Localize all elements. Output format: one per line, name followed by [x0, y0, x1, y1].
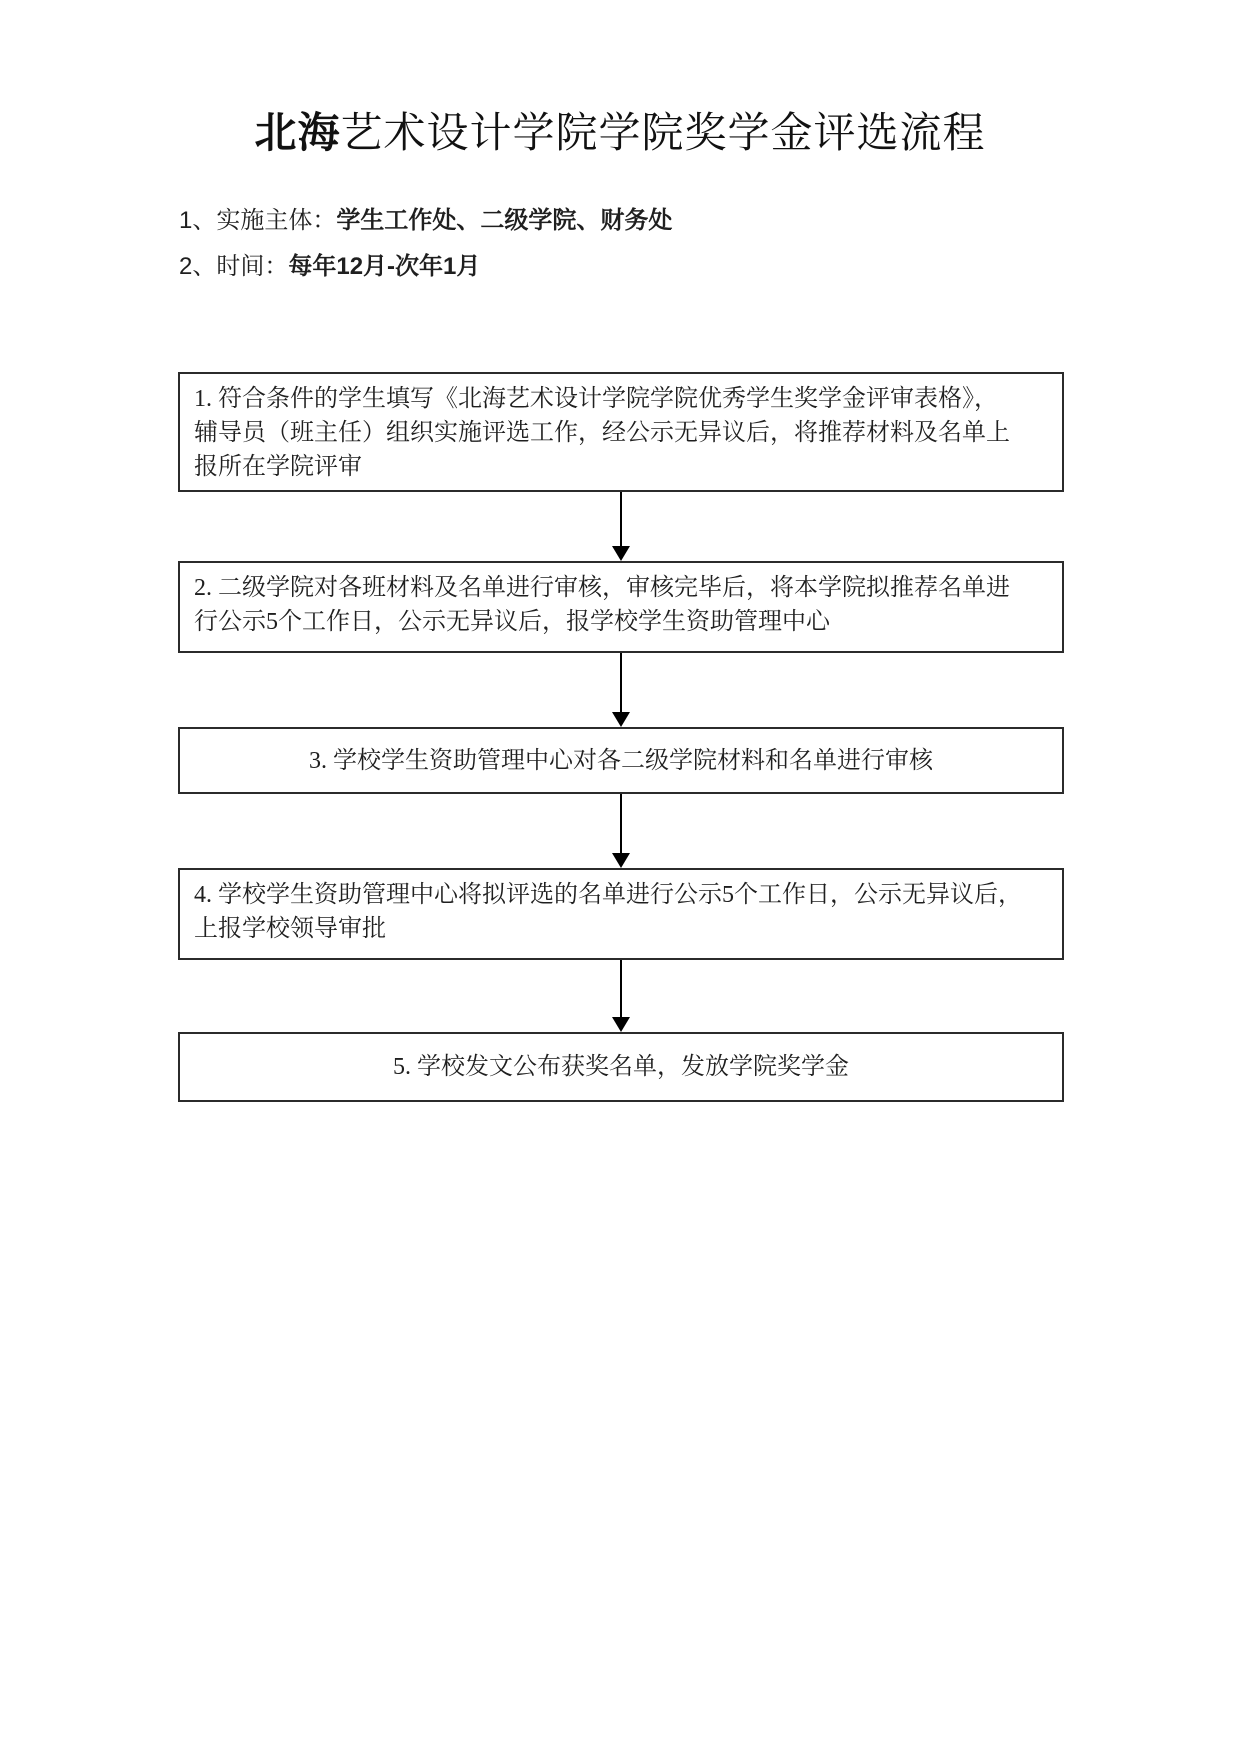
down-arrow-icon: [178, 794, 1064, 868]
arrow-head: [612, 712, 630, 727]
flow-step-box-1: [178, 372, 1064, 492]
flow-step-box-4: [178, 868, 1064, 960]
flow-step-4-line-2: 上报学校领导审批: [194, 916, 386, 942]
arrow-shaft: [620, 960, 622, 1017]
intro-item-label: 2、时间：: [179, 253, 289, 280]
flow-step-1-line-3: 报所在学院评审: [194, 454, 362, 480]
flow-step-box-2: [178, 561, 1064, 653]
flow-step-2-line-1: 2. 二级学院对各班材料及名单进行审核，审核完毕后，将本学院拟推荐名单进: [194, 575, 1010, 601]
down-arrow-icon: [178, 653, 1064, 727]
arrow-head: [612, 1017, 630, 1032]
flow-step-1-line-1: 1. 符合条件的学生填写《北海艺术设计学院学院优秀学生奖学金评审表格》，: [194, 386, 998, 412]
intro-item-implementers: [179, 206, 672, 236]
arrow-head: [612, 546, 630, 561]
intro-item-value: 每年12月-次年1月: [288, 253, 481, 280]
flow-step-box-3: [178, 727, 1064, 794]
page-title-rest: 艺术设计学院学院奖学金评选流程: [340, 109, 986, 156]
intro-item-label: 1、实施主体：: [179, 207, 337, 234]
flow-step-5-line-1: 5. 学校发文公布获奖名单，发放学院奖学金: [393, 1054, 849, 1080]
flow-step-3-line-1: 3. 学校学生资助管理中心对各二级学院材料和名单进行审核: [309, 747, 933, 774]
flow-step-2-line-2: 行公示5个工作日，公示无异议后，报学校学生资助管理中心: [194, 609, 830, 635]
flow-step-4-line-1: 4. 学校学生资助管理中心将拟评选的名单进行公示5个工作日，公示无异议后，: [194, 882, 1022, 908]
page-title: [0, 100, 1240, 160]
down-arrow-icon: [178, 492, 1064, 561]
arrow-shaft: [620, 794, 622, 853]
arrow-shaft: [620, 492, 622, 546]
intro-item-value: 学生工作处、二级学院、财务处: [336, 207, 673, 234]
intro-item-time: [179, 252, 480, 282]
flow-step-1-line-2: 辅导员（班主任）组织实施评选工作，经公示无异议后，将推荐材料及名单上: [194, 420, 1010, 446]
arrow-shaft: [620, 653, 622, 712]
down-arrow-icon: [178, 960, 1064, 1032]
page-title-emphasis: 北海: [254, 109, 341, 156]
arrow-head: [612, 853, 630, 868]
flow-step-box-5: [178, 1032, 1064, 1102]
